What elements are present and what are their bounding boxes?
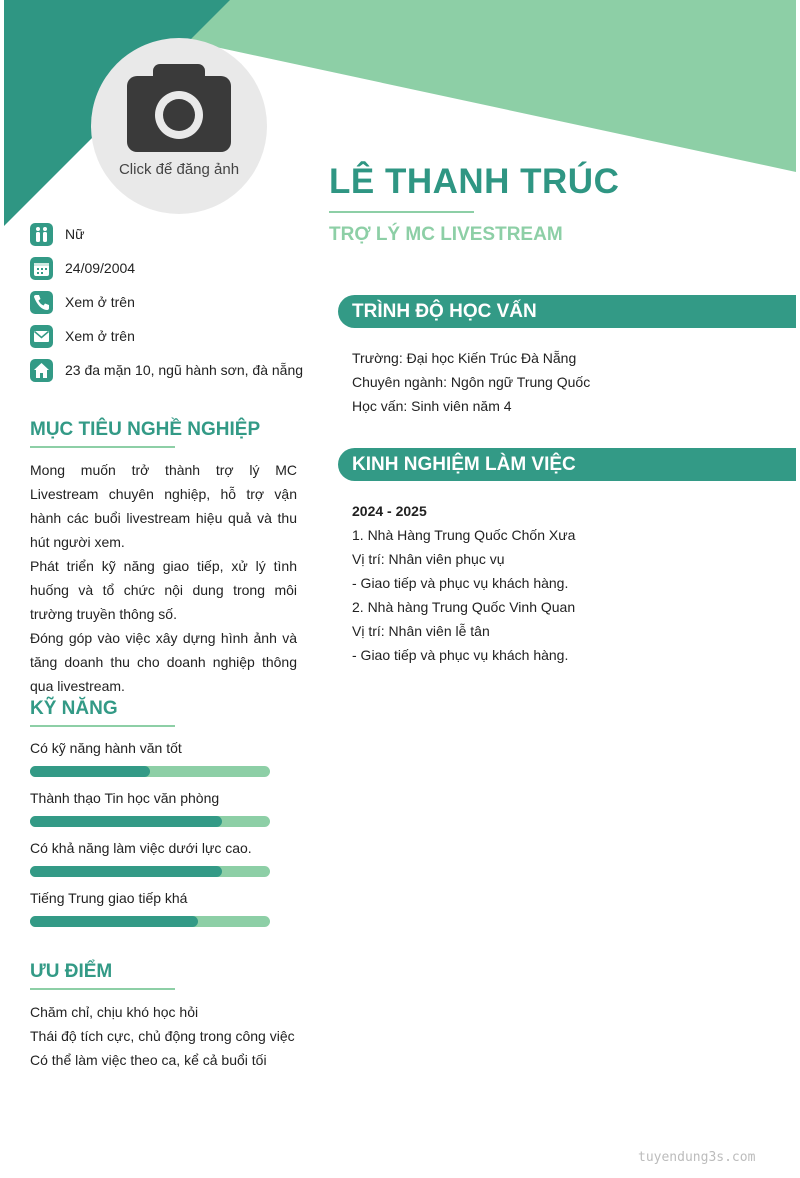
experience-line: - Giao tiếp và phục vụ khách hàng. [352, 575, 569, 591]
skill-bar [30, 816, 270, 827]
skills-heading: KỸ NĂNG [30, 698, 118, 719]
experience-line: 1. Nhà Hàng Trung Quốc Chốn Xưa [352, 527, 576, 543]
info-gender-text: Nữ [65, 226, 85, 242]
education-details [352, 346, 590, 418]
skill-item [30, 890, 270, 906]
experience-line: 2. Nhà hàng Trung Quốc Vinh Quan [352, 599, 576, 615]
education-line: Chuyên ngành: Ngôn ngữ Trung Quốc [352, 374, 591, 390]
skill-bar-fill [30, 866, 222, 877]
skill-bar [30, 916, 270, 927]
skill-item [30, 740, 270, 756]
info-email [30, 325, 320, 349]
email-icon [30, 325, 53, 348]
skill-bar-fill [30, 766, 150, 777]
experience-line: - Giao tiếp và phục vụ khách hàng. [352, 647, 569, 663]
strength-item: Có thể làm việc theo ca, kể cả buổi tối [30, 1052, 267, 1068]
info-address [30, 359, 320, 383]
watermark: tuyendung3s.com [638, 1150, 756, 1165]
experience-line: Vị trí: Nhân viên lễ tân [352, 623, 490, 639]
job-title: TRỢ LÝ MC LIVESTREAM [329, 224, 563, 245]
objective-underline [30, 446, 175, 448]
objective-heading: MỤC TIÊU NGHỀ NGHIỆP [30, 419, 261, 440]
education-line: Học vấn: Sinh viên năm 4 [352, 398, 512, 414]
education-line: Trường: Đại học Kiến Trúc Đà Nẵng [352, 350, 577, 366]
skills-underline [30, 725, 175, 727]
info-address-text: 23 đa mặn 10, ngũ hành sơn, đà nẵng [65, 362, 304, 378]
strength-item: Chăm chỉ, chịu khó học hỏi [30, 1004, 199, 1020]
experience-heading-bar [338, 448, 796, 481]
education-heading-bar [338, 295, 796, 328]
info-gender [30, 223, 320, 247]
skill-label: Có khả năng làm việc dưới lực cao. [30, 840, 252, 856]
objective-body [30, 458, 297, 698]
skill-item [30, 790, 270, 806]
calendar-icon [30, 257, 53, 280]
photo-caption: Click để đăng ảnh [118, 161, 240, 178]
cv-page [4, 0, 796, 1178]
strengths-underline [30, 988, 175, 990]
objective-paragraph: Mong muốn trở thành trợ lý MC Livestream chuyên nghiệp, hỗ trợ vận hành các buổi livestream hiệu quả và thu hút người xem. [30, 462, 297, 550]
skill-bar [30, 866, 270, 877]
objective-paragraph: Phát triển kỹ năng giao tiếp, xử lý tình huống và tổ chức nội dung trong môi trường truyền thông số. [30, 558, 297, 622]
camera-icon [127, 62, 231, 152]
skill-label: Có kỹ năng hành văn tốt [30, 740, 182, 756]
objective-paragraph: Đóng góp vào việc xây dựng hình ảnh và tăng doanh thu cho doanh nghiệp thông qua livestream. [30, 630, 297, 694]
education-heading: TRÌNH ĐỘ HỌC VẤN [352, 301, 537, 322]
info-phone [30, 291, 320, 315]
candidate-name: LÊ THANH TRÚC [329, 162, 620, 201]
skill-bar-fill [30, 916, 198, 927]
header-shape-light [174, 0, 796, 172]
info-birthdate-text: 24/09/2004 [65, 260, 136, 276]
skill-label: Tiếng Trung giao tiếp khá [30, 890, 188, 906]
strength-item: Thái độ tích cực, chủ động trong công việc [30, 1028, 295, 1044]
profile-photo-upload[interactable] [91, 38, 267, 214]
experience-period: 2024 - 2025 [352, 503, 427, 519]
name-underline [329, 211, 474, 213]
strengths-list [30, 1000, 295, 1072]
home-icon [30, 359, 53, 382]
phone-icon [30, 291, 53, 314]
info-email-text: Xem ở trên [65, 328, 135, 344]
strengths-heading: ƯU ĐIỂM [30, 961, 113, 982]
skill-bar-fill [30, 816, 222, 827]
gender-icon [30, 223, 53, 246]
skill-label: Thành thạo Tin học văn phòng [30, 790, 220, 806]
experience-line: Vị trí: Nhân viên phục vụ [352, 551, 505, 567]
experience-details [352, 499, 575, 667]
info-phone-text: Xem ở trên [65, 294, 135, 310]
experience-heading: KINH NGHIỆM LÀM VIỆC [352, 454, 576, 475]
skill-item [30, 840, 270, 856]
info-birthdate [30, 257, 320, 281]
skill-bar [30, 766, 270, 777]
